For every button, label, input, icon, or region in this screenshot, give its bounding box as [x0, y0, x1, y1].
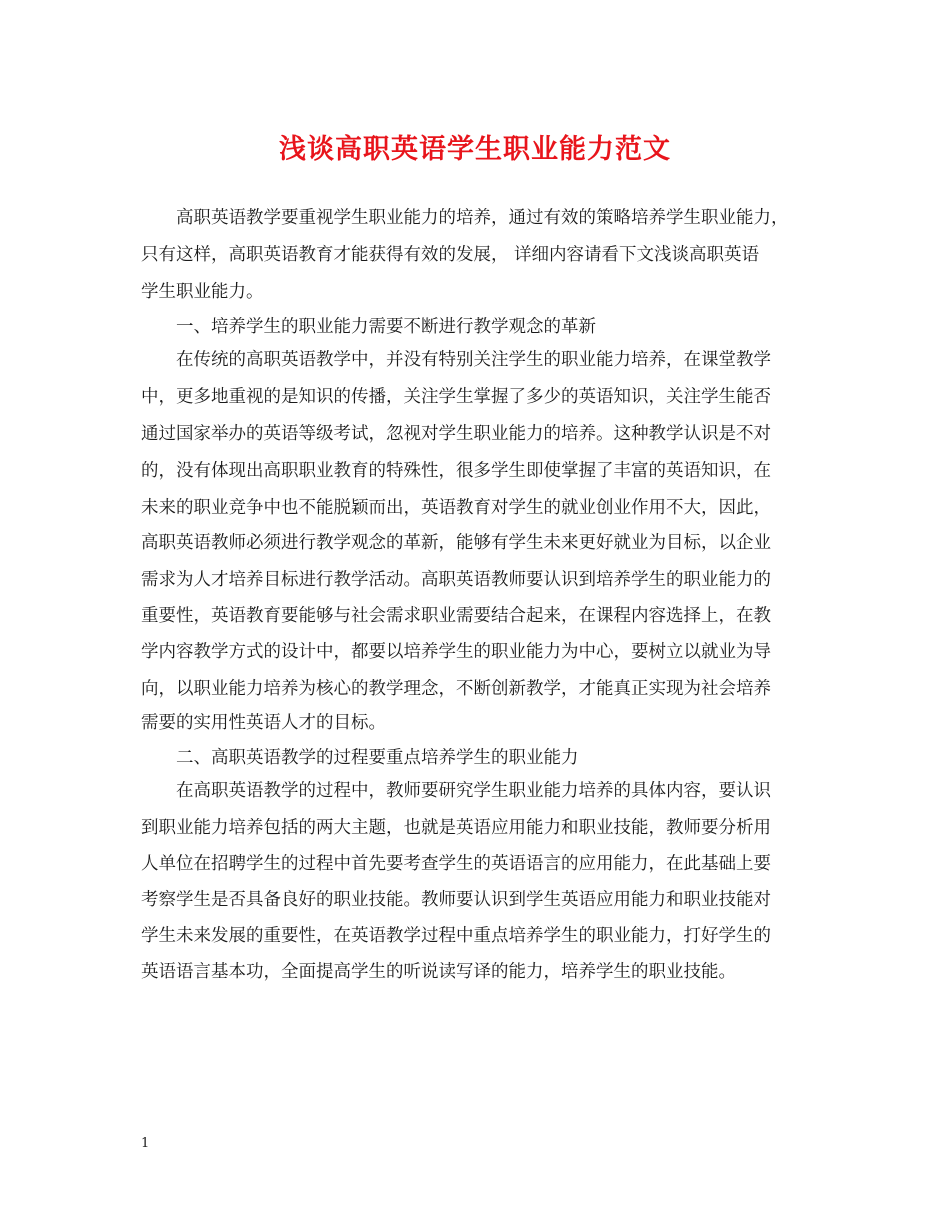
text-line: 重要性，英语教育要能够与社会需求职业需要结合起来，在课程内容选择上，在教: [141, 606, 771, 626]
section-heading: 二、高职英语教学的过程要重点培养学生的职业能力: [141, 748, 579, 768]
text-line: 学生职业能力。: [141, 282, 264, 302]
text-line: 英语语言基本功，全面提高学生的听说读写译的能力，培养学生的职业技能。: [141, 962, 736, 982]
text-line: 通过国家举办的英语等级考试，忽视对学生职业能力的培养。这种教学认识是不对: [141, 424, 771, 444]
text-line: 中，更多地重视的是知识的传播，关注学生掌握了多少的英语知识，关注学生能否: [141, 387, 771, 407]
text-line: 需要的实用性英语人才的目标。: [141, 713, 386, 733]
text-line: 高职英语教师必须进行教学观念的革新，能够有学生未来更好就业为目标，以企业: [141, 533, 771, 553]
text-line: 学内容教学方式的设计中，都要以培养学生的职业能力为中心，要树立以就业为导: [141, 642, 771, 662]
text-line: 需求为人才培养目标进行教学活动。高职英语教师要认识到培养学生的职业能力的: [141, 570, 771, 590]
text-line: 的，没有体现出高职职业教育的特殊性，很多学生即使掌握了丰富的英语知识，在: [141, 461, 771, 481]
text-line: 只有这样，高职英语教育才能获得有效的发展， 详细内容请看下文浅谈高职英语: [141, 245, 760, 265]
text-line: 学生未来发展的重要性，在英语教学过程中重点培养学生的职业能力，打好学生的: [141, 926, 771, 946]
text-line: 到职业能力培养包括的两大主题，也就是英语应用能力和职业技能，教师要分析用: [141, 818, 771, 838]
section-heading: 一、培养学生的职业能力需要不断进行教学观念的革新: [141, 317, 596, 337]
text-line: 在高职英语教学的过程中，教师要研究学生职业能力培养的具体内容，要认识: [141, 781, 771, 801]
text-line: 未来的职业竞争中也不能脱颖而出，英语教育对学生的就业创业作用不大，因此，: [141, 498, 771, 518]
text-line: 在传统的高职英语教学中，并没有特别关注学生的职业能力培养，在课堂教学: [141, 350, 771, 370]
text-line: 考察学生是否具备良好的职业技能。教师要认识到学生英语应用能力和职业技能对: [141, 890, 771, 910]
text-line: 人单位在招聘学生的过程中首先要考查学生的英语语言的应用能力，在此基础上要: [141, 854, 771, 874]
text-line: 向，以职业能力培养为核心的教学理念，不断创新教学，才能真正实现为社会培养: [141, 679, 771, 699]
document-title: 浅谈高职英语学生职业能力范文: [279, 134, 671, 165]
page-number: 1: [141, 1136, 150, 1151]
text-line: 高职英语教学要重视学生职业能力的培养，通过有效的策略培养学生职业能力，: [141, 208, 789, 228]
